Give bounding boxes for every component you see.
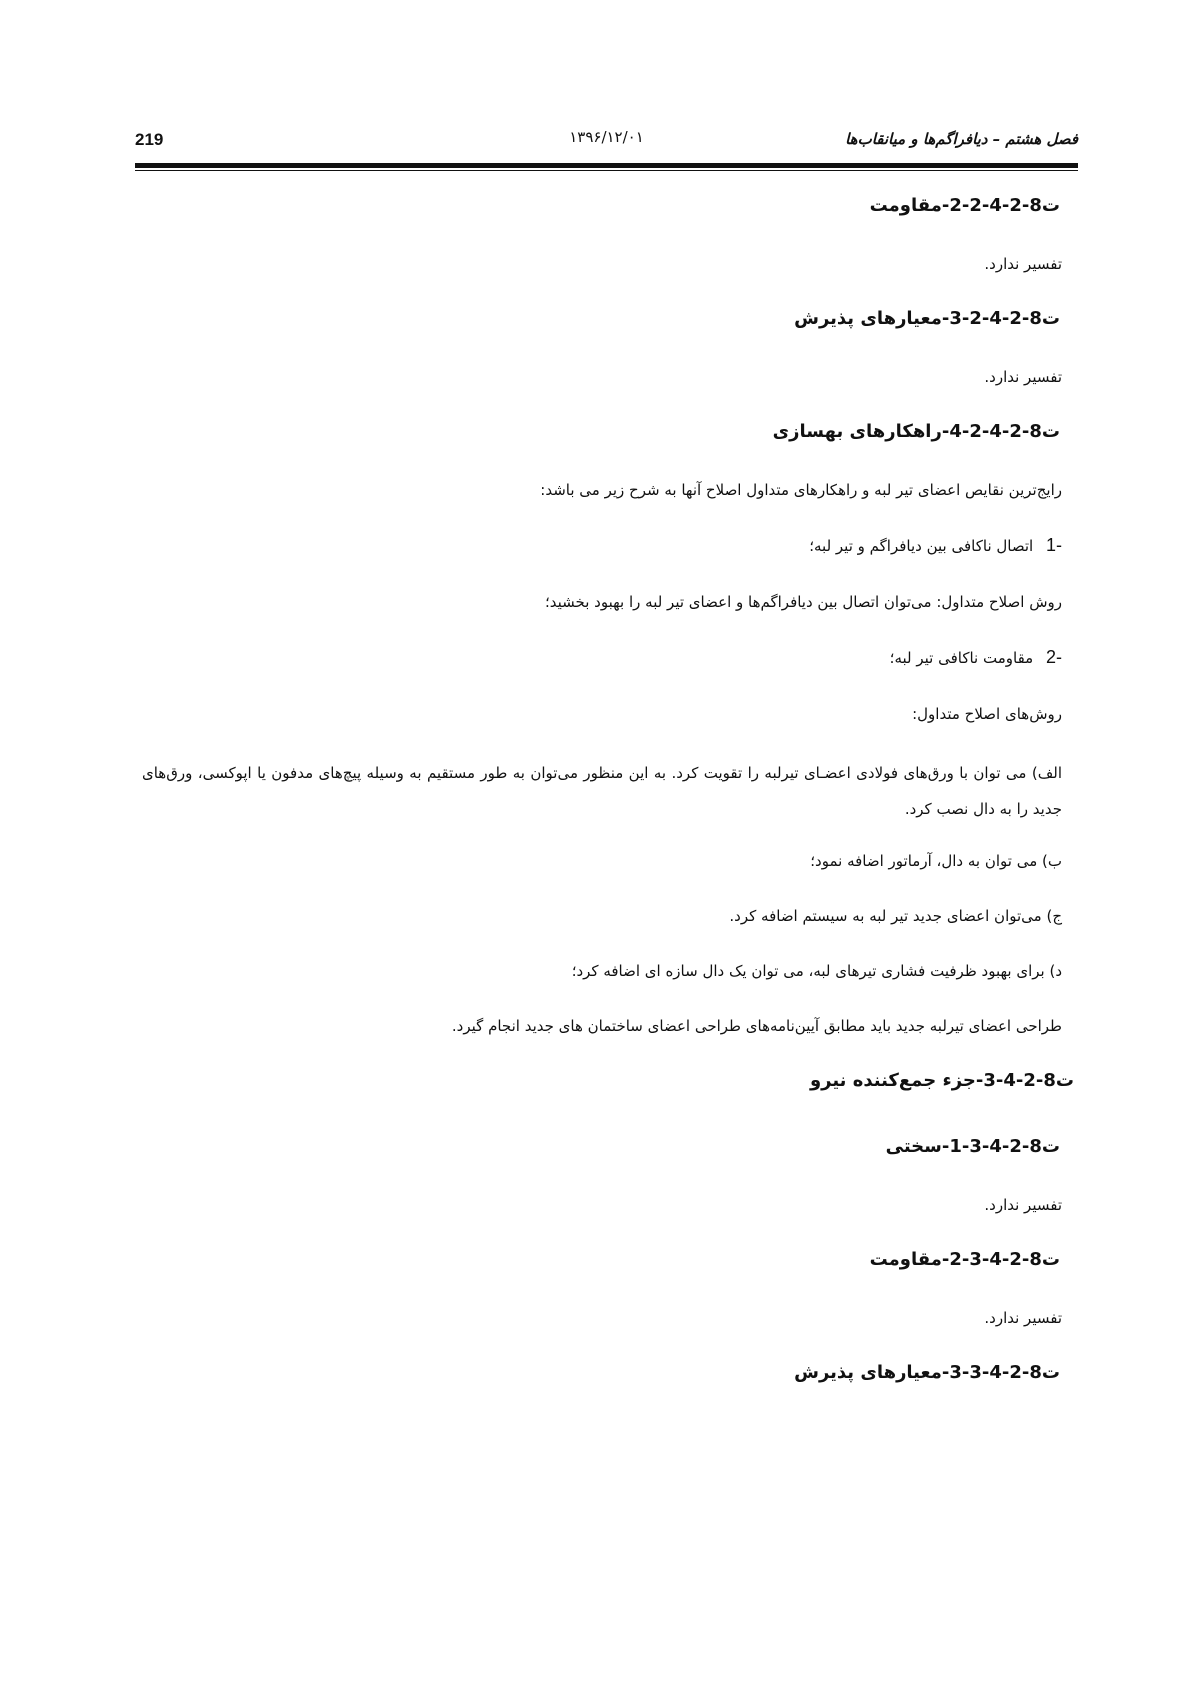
paragraph: روش‌های اصلاح متداول: [912,705,1062,723]
header-rule-thin [135,170,1078,171]
section-heading: ت8-2-4-3-جزء جمع‌کننده نیرو [809,1070,1074,1091]
paragraph: رایج‌ترین نقایص اعضای تیر لبه و راهکارهای متداول اصلاح آنها به شرح زیر می باشد: [540,481,1062,499]
paragraph: ج) می‌توان اعضای جدید تیر لبه به سیستم اضافه کرد. [729,907,1062,925]
paragraph: تفسیر ندارد. [984,1309,1062,1327]
page-header [135,128,1078,160]
list-item-text: مقاومت ناکافی تیر لبه؛ [889,649,1034,667]
chapter-title: فصل هشتم – دیافراگم‌ها و میانقاب‌ها [845,130,1078,148]
paragraph: تفسیر ندارد. [984,1196,1062,1214]
paragraph: الف) می توان با ورق‌های فولادی اعضـای تیرلبه را تقویت کرد. به این منظور می‌توان به طور مستقیم به وسیله پیچ‌های مدفون یا اپوکسی، ورق‌های جدید را به دال نصب کرد. [142,764,1062,818]
section-heading: ت8-2-4-3-3-معیارهای پذیرش [794,1362,1060,1383]
page-number: 219 [135,130,164,149]
header-date: ۱۳۹۶/۱۲/۰۱ [569,128,644,146]
paragraph: طراحی اعضای تیرلبه جدید باید مطابق آیین‌نامه‌های طراحی اعضای ساختمان های جدید انجام گیرد. [451,1017,1062,1035]
paragraph: ب) می توان به دال، آرماتور اضافه نمود؛ [810,852,1062,870]
section-heading: ت8-2-4-3-1-سختی [885,1136,1060,1157]
paragraph: د) برای بهبود ظرفیت فشاری تیرهای لبه، می توان یک دال سازه ای اضافه کرد؛ [571,962,1062,980]
list-item [142,531,1062,560]
paragraph: تفسیر ندارد. [984,368,1062,386]
header-rule-thick [135,163,1078,168]
section-heading: ت8-2-4-2-4-راهکارهای بهسازی [772,421,1060,442]
section-heading: ت8-2-4-3-2-مقاومت [869,1249,1060,1270]
paragraph: روش اصلاح متداول: می‌توان اتصال بین دیافراگم‌ها و اعضای تیر لبه را بهبود بخشید؛ [544,593,1062,611]
list-number: -2 [1045,647,1062,667]
paragraph: تفسیر ندارد. [984,255,1062,273]
list-item-text: اتصال ناکافی بین دیافراگم و تیر لبه؛ [809,537,1034,555]
list-number: -1 [1045,535,1062,555]
section-heading: ت8-2-4-2-2-مقاومت [869,195,1060,216]
section-heading: ت8-2-4-2-3-معیارهای پذیرش [794,308,1060,329]
list-item [142,643,1062,672]
page-body [142,192,1074,1417]
